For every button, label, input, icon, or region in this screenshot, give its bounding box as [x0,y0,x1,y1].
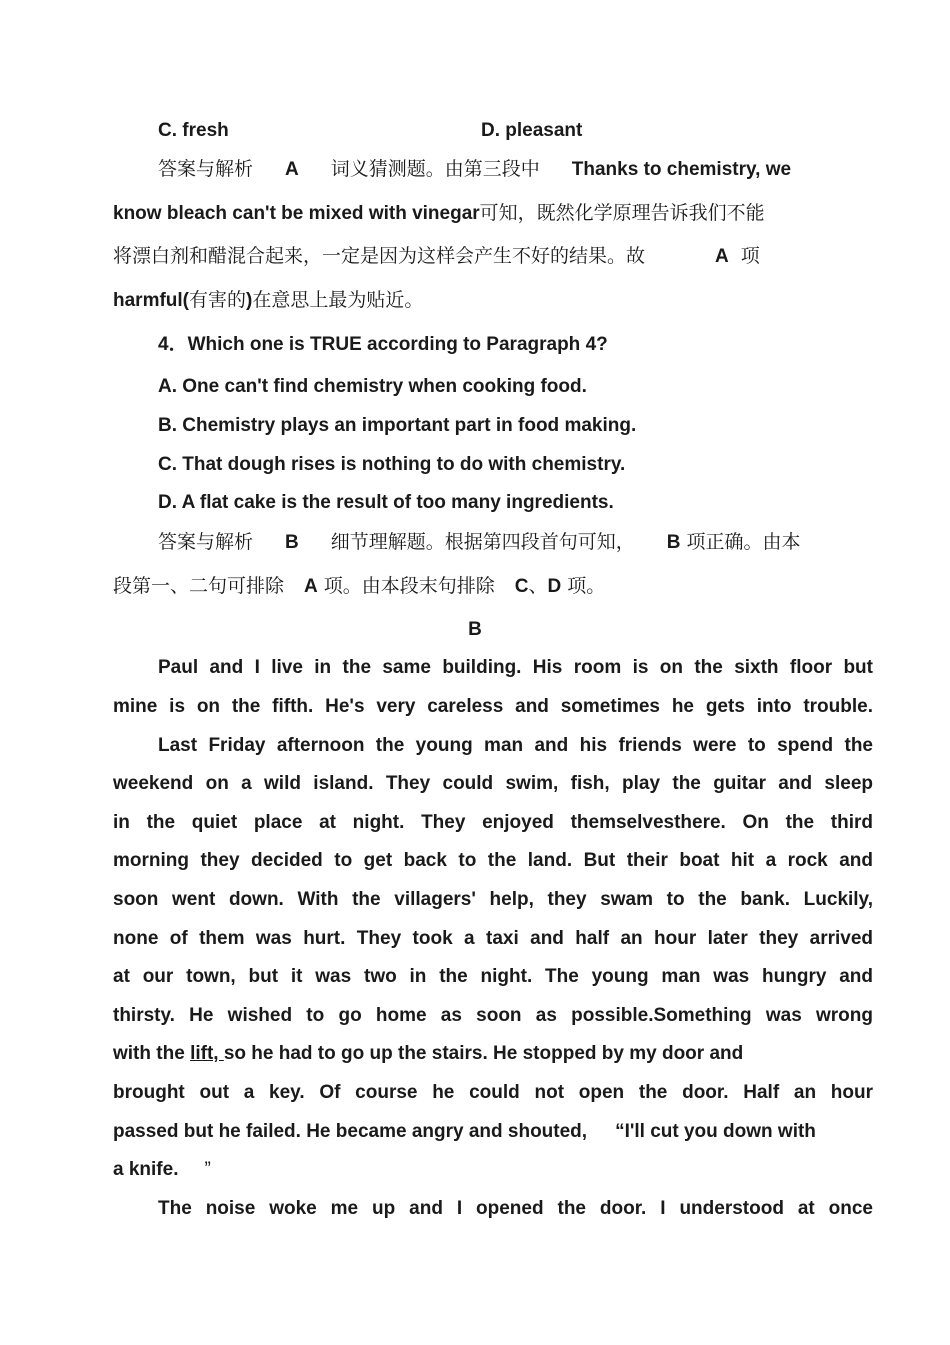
passage-line: The noise woke me up and I opened the door. I understood at once [158,1198,873,1219]
q3-option-c: C. fresh [158,120,229,141]
explanation-text: 段第一、二句可排除 [113,576,285,597]
q4-option-d: D. A flat cake is the result of too many ingredients. [158,492,614,513]
quoted-speech: “I'll cut you down with [615,1121,816,1142]
q4-answer-line-1 [158,530,873,556]
passage-text: passed but he failed. He became angry and shouted, [113,1121,588,1142]
passage-line: Last Friday afternoon the young man and his friends were to spend the [158,735,873,756]
explanation-paren: ) [246,290,253,311]
q4-option-b: B. Chemistry plays an important part in food making. [158,415,637,436]
explanation-text: 、 [528,576,548,597]
underlined-word: lift, [190,1043,224,1064]
passage-line [113,1119,873,1145]
answer-letter: C [514,576,529,597]
explanation-word: harmful( [113,290,189,311]
explanation-text: 在意思上最为贴近。 [252,290,424,311]
q3-answer-line-2 [113,201,873,227]
passage-text: with the [113,1043,191,1064]
explanation-text: 项 [740,246,760,267]
closing-quote: ” [204,1159,211,1180]
passage-line [113,1041,873,1067]
answer-letter: D [547,576,562,597]
passage-line: weekend on a wild island. They could swim, fish, play the guitar and sleep [113,773,873,794]
answer-letter: B [666,532,681,553]
answer-letter: A [715,246,729,267]
q3-options [158,118,873,144]
q4-question: 4．Which one is TRUE according to Paragraph 4? [158,334,608,355]
q3-answer-line-4 [113,288,873,314]
explanation-text: 细节理解题。根据第四段首句可知， [330,532,635,553]
q4-option-a: A. One can't find chemistry when cooking food. [158,376,587,397]
q3-answer-line-1 [158,157,873,183]
passage-line: mine is on the fifth. He's very careless and sometimes he gets into trouble. [113,696,873,717]
passage-line: brought out a key. Of course he could not open the door. Half an hour [113,1082,873,1103]
explanation-quote: Thanks to chemistry, we [571,159,792,180]
passage-text: so he had to go up the stairs. He stopped by my door and [223,1043,744,1064]
answer-letter: A [285,159,299,180]
passage-line: in the quiet place at night. They enjoyed themselvesthere. On the third [113,812,873,833]
answer-letter: A [304,576,318,597]
q3-answer-line-3 [113,244,873,270]
passage-line: Paul and I live in the same building. His room is on the sixth floor but [158,657,873,678]
passage-line: at our town, but it was two in the night. The young man was hungry and [113,966,873,987]
explanation-text: 可知，既然化学原理告诉我们不能 [479,203,765,224]
explanation-text: 将漂白剂和醋混合起来，一定是因为这样会产生不好的结果。故 [113,246,646,267]
passage-line: soon went down. With the villagers' help, they swam to the bank. Luckily, [113,889,873,910]
answer-label: 答案与解析 [158,159,254,180]
passage-line: thirsty. He wished to go home as soon as possible.Something was wrong [113,1005,873,1026]
explanation-text: 项。 [567,576,606,597]
passage-line: none of them was hurt. They took a taxi and half an hour later they arrived [113,928,873,949]
explanation-quote: know bleach can't be mixed with vinegar [113,203,480,224]
explanation-text: 词义猜测题。由第三段中 [330,159,540,180]
q4-option-c: C. That dough rises is nothing to do with chemistry. [158,454,626,475]
q4-answer-line-2 [113,574,873,600]
answer-letter: B [285,532,299,553]
explanation-text: 项。由本段末句排除 [323,576,495,597]
q3-option-d: D. pleasant [481,120,583,141]
passage-line [113,1157,873,1183]
passage-line: morning they decided to get back to the land. But their boat hit a rock and [113,850,873,871]
quoted-speech: a knife. [113,1159,179,1180]
explanation-text: 项正确。由本 [686,532,801,553]
answer-label: 答案与解析 [158,532,254,553]
explanation-text: 有害的 [189,290,247,311]
section-heading: B [468,619,482,640]
